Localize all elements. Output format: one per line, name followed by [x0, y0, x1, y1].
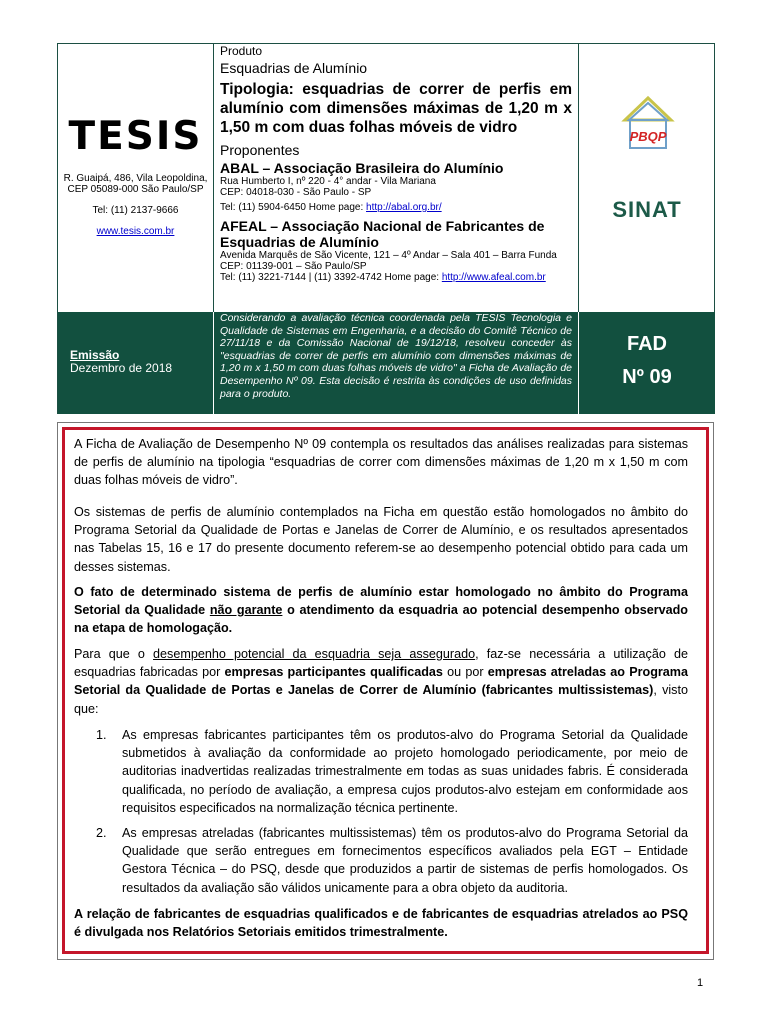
- afeal-address-2: CEP: 01139-001 – São Paulo/SP: [220, 261, 367, 272]
- afeal-link[interactable]: http://www.afeal.com.br: [441, 272, 546, 283]
- paragraph-warning: [74, 583, 688, 638]
- tipologia-title: Tipologia: esquadrias de correr de perfis em alumínio com dimensões máximas de 1,20 m x 1,50 m com duas folhas móveis de vidro: [220, 81, 572, 136]
- tesis-panel: [58, 44, 213, 312]
- conditions-text-e: ou por: [442, 665, 488, 680]
- list-item-text: As empresas fabricantes participantes têm os produtos-alvo do Programa Setorial da Qualidade submetidos à avaliação da conformidade ao projeto homologado periodicamente, por meio de auditorias inadvertidas realizadas trimestralmente em todas as suas unidades fabris. É considerada qualificada, no período de avaliação, a empresa cujos produtos-alvo estejam em conformidade aos requisitos especificados na normalização técnica pertinente.: [122, 728, 688, 815]
- abal-address-1: Rua Humberto I, nº 220 - 4° andar - Vila Mariana: [220, 176, 436, 187]
- pbqp-logo-icon: [621, 92, 675, 166]
- pbqp-logo-text: PBQP: [629, 129, 667, 144]
- product-panel: [214, 44, 578, 312]
- tesis-address-line1: R. Guaipá, 486, Vila Leopoldina,: [63, 173, 208, 184]
- fad-cell: [579, 312, 715, 414]
- produto-value: Esquadrias de Alumínio: [220, 60, 368, 76]
- abal-address-2: CEP: 04018-030 - São Paulo - SP: [220, 187, 372, 198]
- page-number: 1: [697, 977, 704, 989]
- conditions-text-bold-1: empresas participantes qualificadas: [224, 665, 443, 680]
- proponentes-label: Proponentes: [220, 142, 300, 158]
- afeal-name: AFEAL – Associação Nacional de Fabricantes de Esquadrias de Alumínio: [220, 218, 545, 250]
- list-item: [96, 726, 688, 817]
- abal-name: ABAL – Associação Brasileira do Alumínio: [220, 160, 504, 176]
- warning-text-c: o atendimento da esquadria ao potencial desempenho observado na etapa de homologação.: [74, 603, 688, 636]
- sinat-logo: SINAT: [612, 197, 682, 222]
- list-item-text: As empresas atreladas (fabricantes multissistemas) têm os produtos-alvo do Programa Setorial da Qualidade que serão entregues em fornecimentos específicos avaliados pela EGT – Entidade Gestora Técnica – do PSQ, desde que produzidos a partir de sistemas de perfis homologados. Os resultados da avaliação são válidos unicamente para a obra objeto da auditoria.: [122, 826, 688, 895]
- abal-contact-text: Tel: (11) 5904-6450 Home page:: [220, 202, 367, 213]
- paragraph-reports: A relação de fabricantes de esquadrias qualificados e de fabricantes de esquadrias atrelados ao PSQ é divulgada nos Relatórios Setoriais emitidos trimestralmente.: [74, 907, 688, 940]
- fad-number: Nº 09: [622, 366, 672, 388]
- tesis-logo: TESIS: [68, 114, 203, 159]
- conditions-text-c: , faz-se necessária a utilização de esquadrias fabricadas por: [74, 647, 688, 680]
- warning-text-a: O fato de determinado sistema de perfis de alumínio estar homologado no âmbito do Programa Setorial da Qualidade: [74, 585, 688, 618]
- header-table: [57, 43, 715, 414]
- decision-cell: [214, 312, 578, 414]
- emissao-label: Emissão: [70, 348, 120, 362]
- list-item: [96, 824, 688, 897]
- emissao-date: Dezembro de 2018: [70, 361, 173, 375]
- warning-text-underlined: não garante: [209, 603, 283, 618]
- conditions-text-a: Para que o: [74, 647, 154, 661]
- afeal-address-1: Avenida Marquês de São Vicente, 121 – 4º Andar – Sala 401 – Barra Funda: [220, 250, 557, 261]
- tesis-address-line2: CEP 05089-000 São Paulo/SP: [67, 184, 204, 195]
- fad-label: FAD: [627, 333, 667, 355]
- list-item-number: 1.: [96, 728, 107, 742]
- list-item-number: 2.: [96, 826, 107, 840]
- emission-cell: [58, 312, 213, 414]
- afeal-contact: [220, 272, 572, 283]
- paragraph-intro: A Ficha de Avaliação de Desempenho Nº 09 contempla os resultados das análises realizadas para sistemas de perfis de alumínio na tipologia “esquadrias de correr com dimensões máximas de 1,20 m x 1,50 m com duas folhas móveis de vidro”.: [74, 437, 688, 488]
- tesis-phone: Tel: (11) 2137-9666: [92, 205, 179, 216]
- tesis-website-link[interactable]: www.tesis.com.br: [96, 226, 175, 237]
- afeal-contact-text: Tel: (11) 3221-7144 | (11) 3392-4742 Home page:: [220, 272, 442, 283]
- decision-text: Considerando a avaliação técnica coordenada pela TESIS Tecnologia e Qualidade de Sistemas em Engenharia, e a decisão do Comitê Técnico de 27/11/18 e da Comissão Nacional de 19/12/18, resolveu conceder às "esquadrias de correr de perfis em alumínio com dimensões máximas de 1,20 m x 1,50 m com duas folhas móveis de vidro" a Ficha de Avaliação de Desempenho Nº 09. Esta decisão é restrita às condições de uso definidas para o produto.: [220, 312, 572, 400]
- program-panel: [579, 44, 715, 312]
- conditions-text-g: , visto que:: [74, 683, 688, 716]
- produto-label: Produto: [220, 44, 263, 58]
- conditions-text-underlined: desempenho potencial da esquadria seja assegurado: [153, 647, 476, 661]
- paragraph-homologation: Os sistemas de perfis de alumínio contemplados na Ficha em questão estão homologados no âmbito do Programa Setorial da Qualidade de Portas e Janelas de Correr de Alumínio, e os resultados apresentados nas Tabelas 15, 16 e 17 do presente documento referem-se ao desempenho potencial obtido para cada um desses sistemas.: [74, 505, 688, 574]
- abal-contact: [220, 202, 572, 213]
- conditions-text-bold-2: empresas atreladas ao Programa Setorial da Qualidade de Portas e Janelas de Correr de Alumínio (fabricantes multissistemas): [74, 665, 688, 698]
- abal-link[interactable]: http://abal.org.br/: [366, 202, 442, 213]
- paragraph-conditions: [74, 645, 688, 718]
